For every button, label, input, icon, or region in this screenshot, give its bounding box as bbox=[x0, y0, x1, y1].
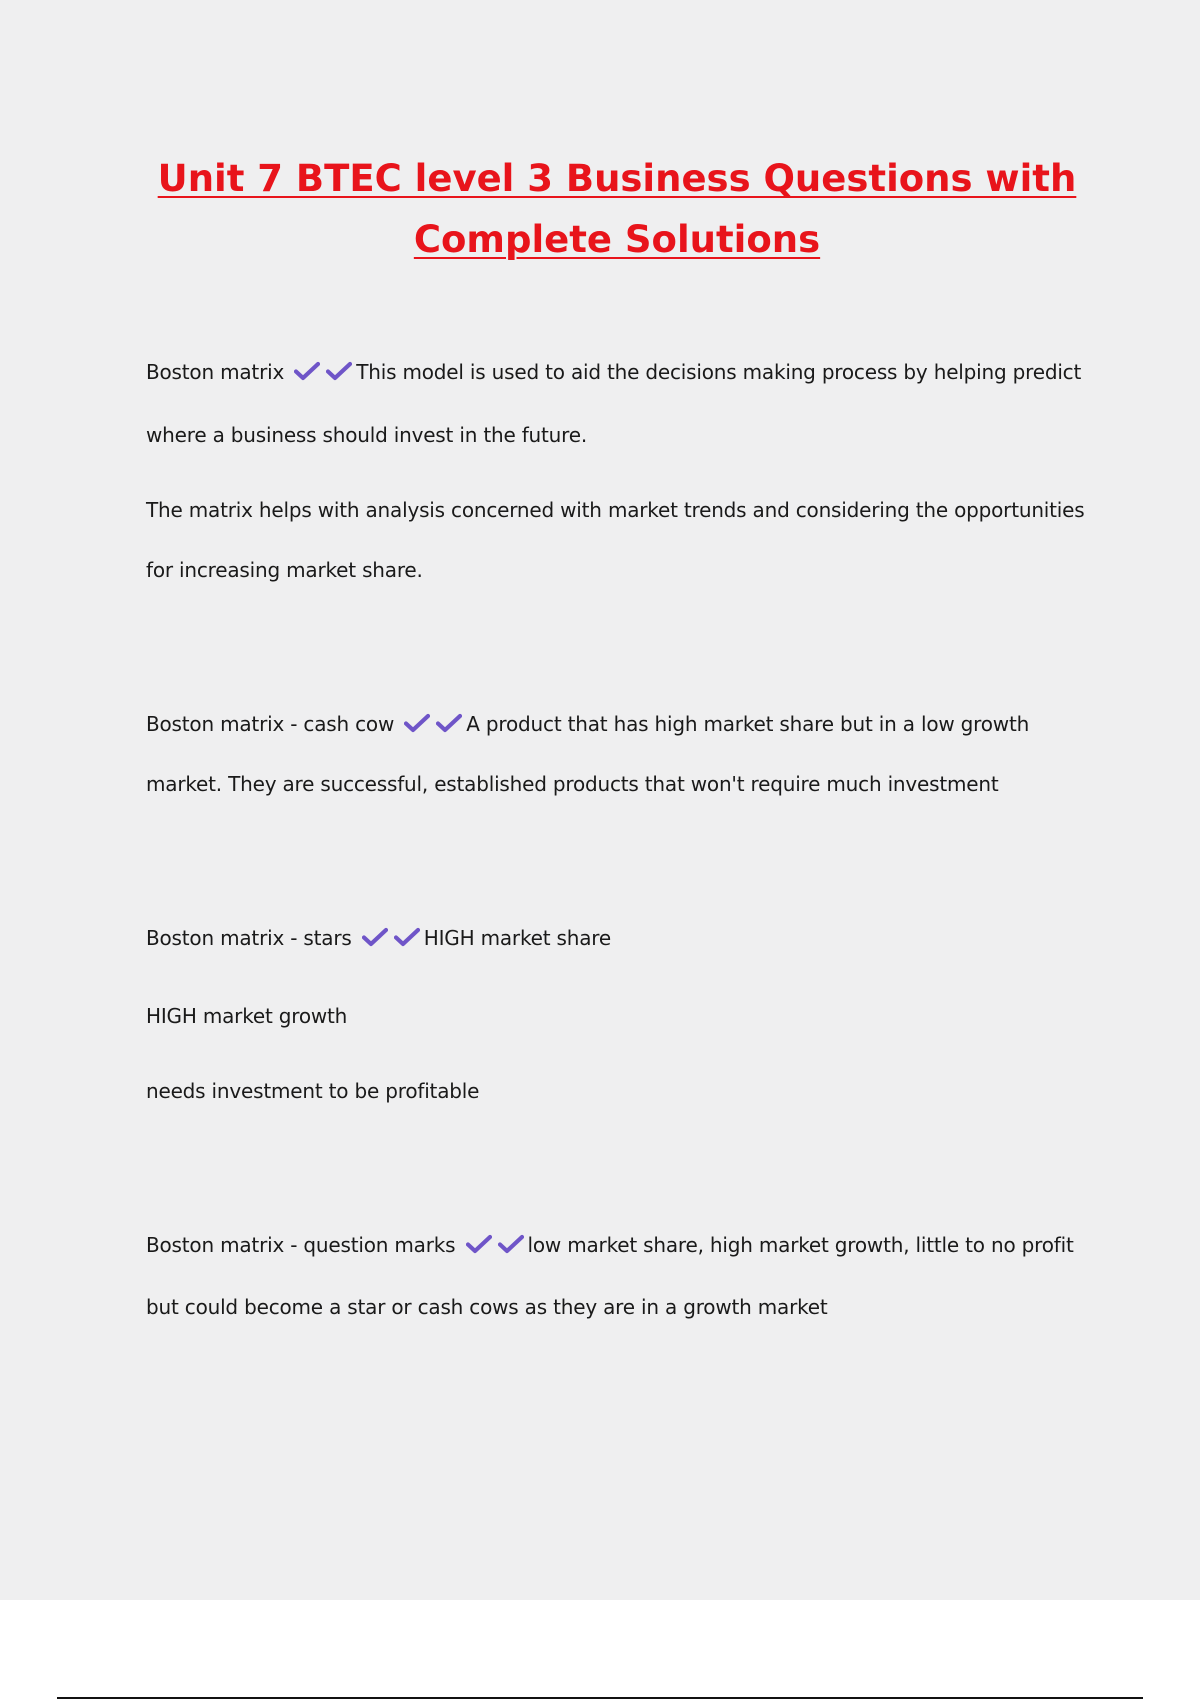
check-icon bbox=[404, 713, 430, 733]
check-icon bbox=[498, 1234, 524, 1254]
entry-term: Boston matrix - cash cow bbox=[146, 712, 395, 736]
entry-line: for increasing market share. bbox=[146, 558, 423, 582]
check-icon bbox=[466, 1234, 492, 1254]
entry-first-line bbox=[146, 359, 1081, 385]
check-icon bbox=[294, 361, 320, 381]
check-icon bbox=[326, 361, 352, 381]
entry-line: HIGH market growth bbox=[146, 1004, 348, 1028]
entry-answer: HIGH market share bbox=[423, 926, 611, 950]
entry-term: Boston matrix - stars bbox=[146, 926, 352, 950]
entry-answer: This model is used to aid the decisions making process by helping predict bbox=[356, 360, 1082, 384]
check-icon bbox=[436, 713, 462, 733]
entry-first-line bbox=[146, 925, 611, 951]
entry-first-line bbox=[146, 711, 1029, 737]
entry-answer: A product that has high market share but in a low growth bbox=[466, 712, 1030, 736]
entry-first-line bbox=[146, 1232, 1074, 1258]
document-title: Unit 7 BTEC level 3 Business Questions with Complete Solutions bbox=[157, 157, 1077, 261]
entry-answer: low market share, high market growth, little to no profit bbox=[527, 1233, 1074, 1257]
entry-line: but could become a star or cash cows as they are in a growth market bbox=[146, 1295, 828, 1319]
entry-line: needs investment to be profitable bbox=[146, 1079, 480, 1103]
entry-line: market. They are successful, established products that won't require much investment bbox=[146, 772, 999, 796]
footer-divider bbox=[57, 1697, 1143, 1699]
check-icon bbox=[362, 927, 388, 947]
entry-line: where a business should invest in the future. bbox=[146, 423, 587, 447]
entry-term: Boston matrix bbox=[146, 360, 285, 384]
entry-term: Boston matrix - question marks bbox=[146, 1233, 456, 1257]
check-icon bbox=[394, 927, 420, 947]
entry-line: The matrix helps with analysis concerned with market trends and considering the opportunities bbox=[146, 498, 1085, 522]
